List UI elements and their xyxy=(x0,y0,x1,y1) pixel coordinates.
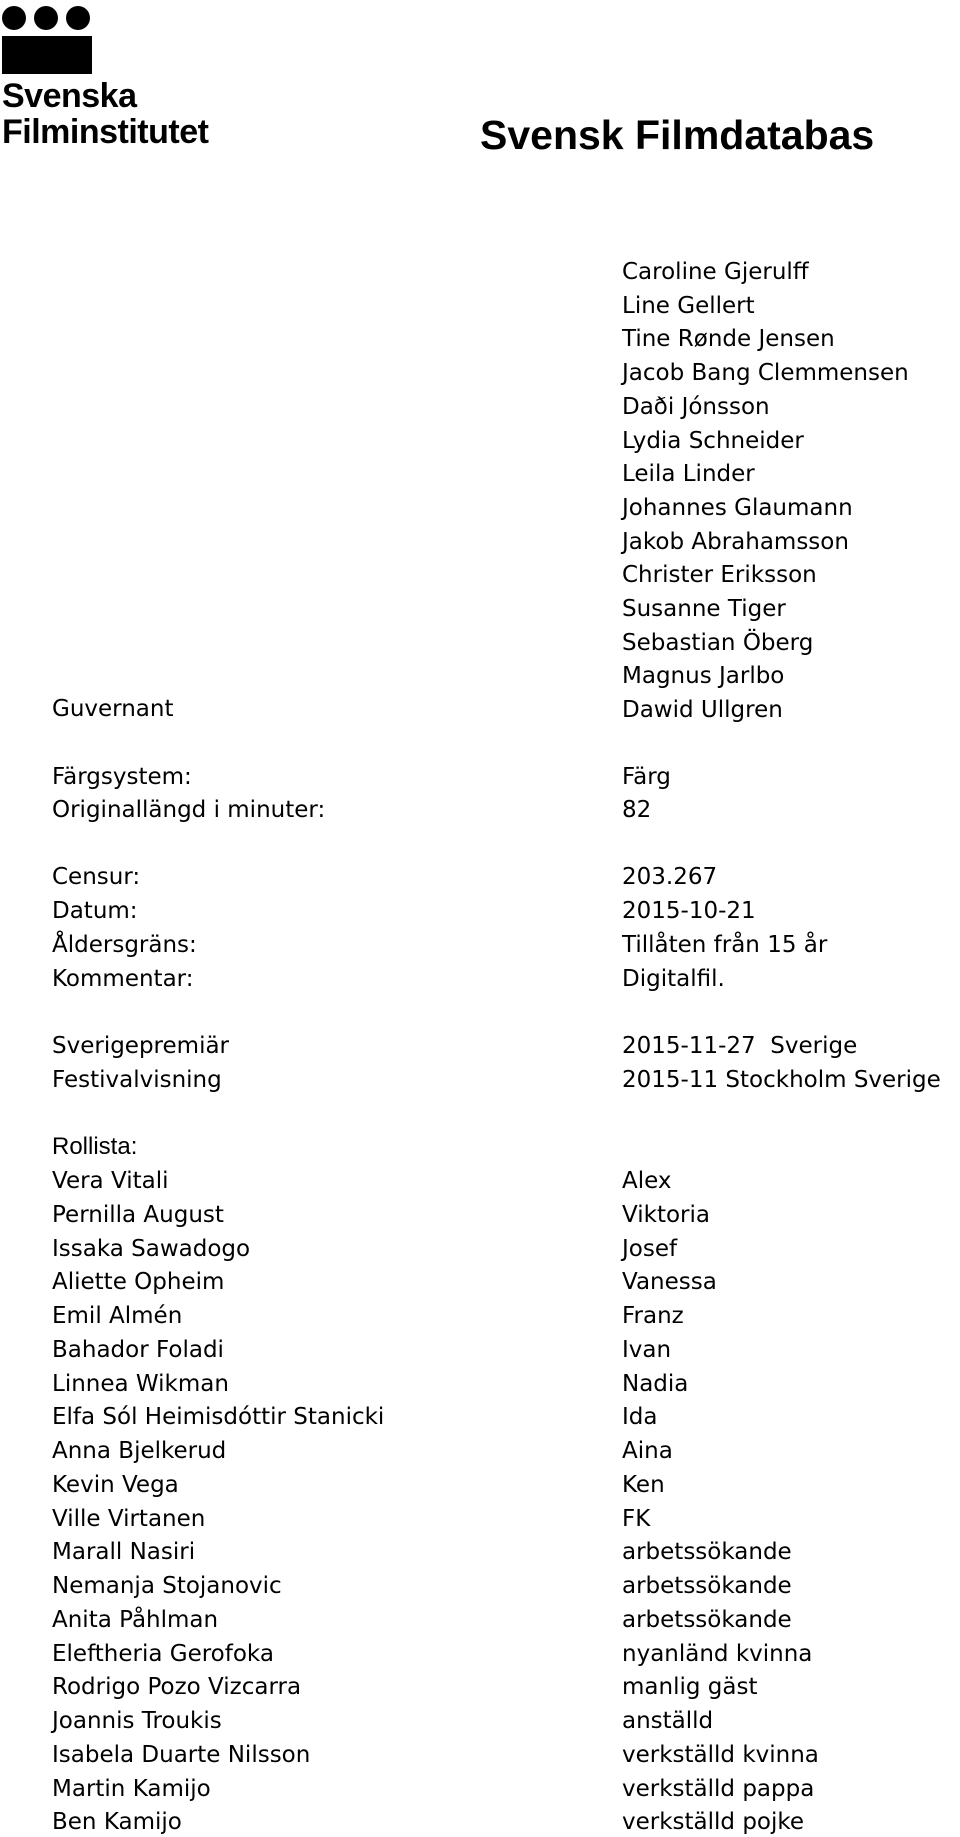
cast-actor: Ville Virtanen xyxy=(52,1505,206,1532)
cast-actor: Nemanja Stojanovic xyxy=(52,1573,282,1599)
crew-name: Line Gellert xyxy=(622,292,755,319)
cast-role: Nadia xyxy=(622,1370,689,1397)
cast-actor: Kevin Vega xyxy=(52,1471,179,1498)
cast-role: Ken xyxy=(622,1471,665,1498)
logo-dot xyxy=(66,6,90,30)
crew-name: Jakob Abrahamsson xyxy=(622,528,849,555)
cast-actor: Issaka Sawadogo xyxy=(52,1235,251,1262)
cast-actor: Linnea Wikman xyxy=(52,1370,229,1397)
cast-role: Ivan xyxy=(622,1336,672,1363)
langd-label: Originallängd i minuter: xyxy=(52,797,326,823)
cast-actor: Ben Kamijo xyxy=(52,1809,182,1836)
cast-actor: Emil Almén xyxy=(52,1303,183,1329)
cast-actor: Bahador Foladi xyxy=(52,1336,224,1363)
cast-role: Aina xyxy=(622,1438,673,1464)
aldersgrans-value: Tillåten från 15 år xyxy=(622,932,828,958)
crew-name: Sebastian Öberg xyxy=(622,629,814,656)
cast-role: FK xyxy=(622,1505,651,1532)
censur-value: 203.267 xyxy=(622,864,718,890)
festivalvisning-label: Festivalvisning xyxy=(52,1067,222,1093)
logo-text xyxy=(2,78,252,150)
kommentar-label: Kommentar: xyxy=(52,966,194,992)
cast-role: Franz xyxy=(622,1303,684,1329)
sverigepremiar-label: Sverigepremiär xyxy=(52,1033,230,1059)
crew-name: Magnus Jarlbo xyxy=(622,663,785,690)
cast-actor: Elfa Sól Heimisdóttir Stanicki xyxy=(52,1404,385,1431)
crew-name: Christer Eriksson xyxy=(622,562,817,589)
cast-role: verkställd kvinna xyxy=(622,1741,819,1768)
cast-role: manlig gäst xyxy=(622,1674,758,1701)
cast-actor: Anna Bjelkerud xyxy=(52,1438,227,1464)
logo-dot xyxy=(34,6,58,30)
cast-role: Ida xyxy=(622,1404,658,1431)
crew-name: Daði Jónsson xyxy=(622,393,770,420)
cast-actor: Joannis Troukis xyxy=(52,1708,222,1734)
crew-name: Dawid Ullgren xyxy=(622,697,783,724)
censur-label: Censur: xyxy=(52,864,141,890)
crew-name: Johannes Glaumann xyxy=(622,494,853,521)
datum-label: Datum: xyxy=(52,898,138,924)
cast-actor: Vera Vitali xyxy=(52,1168,169,1194)
cast-actor: Martin Kamijo xyxy=(52,1775,211,1802)
logo-dot xyxy=(2,6,26,30)
logo-block xyxy=(2,36,92,74)
festivalvisning-value: 2015-11 Stockholm Sverige xyxy=(622,1067,941,1093)
cast-role: Josef xyxy=(622,1235,678,1262)
langd-value: 82 xyxy=(622,797,652,823)
rollista-heading: Rollista: xyxy=(52,1133,138,1160)
cast-role: anställd xyxy=(622,1708,714,1734)
cast-role: nyanländ kvinna xyxy=(622,1640,813,1667)
crew-name: Jacob Bang Clemmensen xyxy=(622,360,909,387)
fargsystem-label: Färgsystem: xyxy=(52,764,192,790)
sverigepremiar-value: 2015-11-27 Sverige xyxy=(622,1033,858,1059)
datum-value: 2015-10-21 xyxy=(622,898,756,924)
cast-role: Viktoria xyxy=(622,1201,710,1228)
crew-name: Leila Linder xyxy=(622,461,755,488)
cast-role: Alex xyxy=(622,1168,672,1194)
logo-line-1: Svenska xyxy=(2,77,137,115)
cast-role: arbetssökande xyxy=(622,1606,792,1633)
cast-role: arbetssökande xyxy=(622,1573,792,1599)
cast-actor: Rodrigo Pozo Vizcarra xyxy=(52,1674,302,1701)
crew-name: Caroline Gjerulff xyxy=(622,259,809,285)
cast-actor: Marall Nasiri xyxy=(52,1539,196,1566)
logo-line-2: Filminstitutet xyxy=(2,113,209,151)
cast-actor: Isabela Duarte Nilsson xyxy=(52,1741,311,1768)
cast-actor: Eleftheria Gerofoka xyxy=(52,1640,274,1667)
crew-name: Lydia Schneider xyxy=(622,427,804,454)
cast-role: verkställd pappa xyxy=(622,1775,815,1802)
logo-dots xyxy=(0,2,100,32)
kommentar-value: Digitalfil. xyxy=(622,966,725,992)
crew-name: Tine Rønde Jensen xyxy=(622,326,835,353)
page-title: Svensk Filmdatabas xyxy=(480,112,875,158)
fargsystem-value: Färg xyxy=(622,764,671,790)
aldersgrans-label: Åldersgräns: xyxy=(52,932,197,958)
cast-actor: Pernilla August xyxy=(52,1201,224,1228)
cast-actor: Aliette Opheim xyxy=(52,1269,225,1296)
crew-name: Susanne Tiger xyxy=(622,596,786,622)
cast-role: Vanessa xyxy=(622,1269,717,1296)
cast-actor: Anita Påhlman xyxy=(52,1606,219,1633)
svenska-filminstitutet-logo xyxy=(0,2,250,152)
cast-role: verkställd pojke xyxy=(622,1809,805,1836)
cast-role: arbetssökande xyxy=(622,1539,792,1566)
crew-role-label: Guvernant xyxy=(52,696,174,722)
